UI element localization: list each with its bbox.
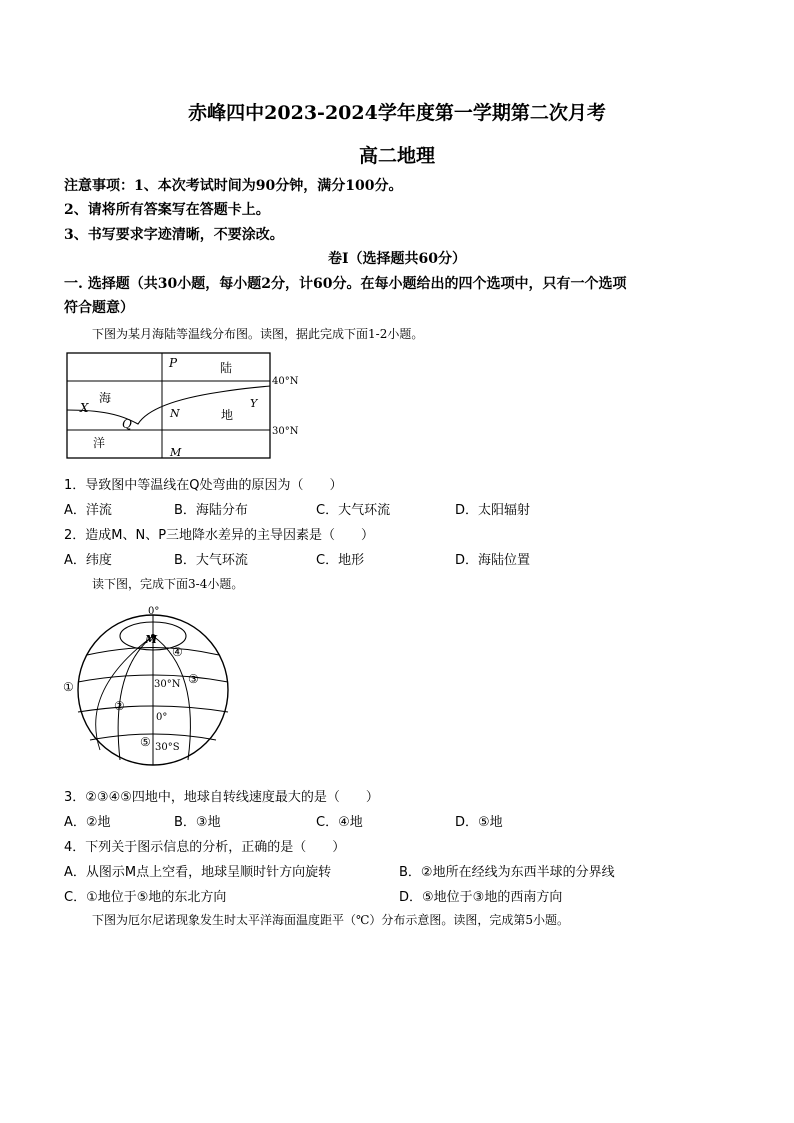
label-30n: 30°N <box>154 679 181 690</box>
question-4-stem: 4．下列关于图示信息的分析，正确的是（ ） <box>64 840 346 855</box>
label-P: P <box>169 356 178 370</box>
figure3-intro: 下图为厄尔尼诺现象发生时太平洋海面温度距平（℃）分布示意图。读图，完成第5小题。 <box>92 913 570 927</box>
label-0-top: 0° <box>148 606 160 617</box>
question-3-option-a: A．②地 <box>64 815 111 830</box>
label-lat40: 40°N <box>272 376 299 387</box>
question-1-stem: 1．导致图中等温线在Q处弯曲的原因为（ ） <box>64 478 343 493</box>
globe-diagram <box>60 600 240 770</box>
exam-title: 赤峰四中2023-2024学年度第一学期第二次月考 <box>188 102 606 124</box>
figure1-intro: 下图为某月海陆等温线分布图。读图，据此完成下面1-2小题。 <box>92 327 424 341</box>
question-3-option-d: D．⑤地 <box>455 815 503 830</box>
exam-subject: 高二地理 <box>358 145 435 167</box>
label-ocean: 洋 <box>93 436 106 450</box>
question-1-option-b: B．海陆分布 <box>174 503 248 518</box>
question-1-option-a: A．洋流 <box>64 503 112 518</box>
section-instructions-1: 一. 选择题（共30小题，每小题2分，计60分。在每小题给出的四个选项中，只有一个选项 <box>64 276 627 292</box>
question-2-option-d: D．海陆位置 <box>455 553 531 568</box>
label-sea: 海 <box>99 391 112 405</box>
question-4-option-c: C．①地位于⑤地的东北方向 <box>64 890 227 905</box>
note-line-1: 注意事项：1、本次考试时间为90分钟，满分100分。 <box>64 178 403 194</box>
question-1-option-c: C．大气环流 <box>316 503 391 518</box>
meridian-far-west <box>96 636 153 750</box>
note-line-3: 3、书写要求字迹清晰，不要涂改。 <box>64 227 284 243</box>
question-2-option-a: A．纬度 <box>64 553 112 568</box>
label-Y: Y <box>250 397 258 410</box>
isotherm-map <box>60 348 310 463</box>
question-2-option-c: C．地形 <box>316 553 365 568</box>
question-3-option-c: C．④地 <box>316 815 363 830</box>
question-4-option-a: A．从图示M点上空看，地球呈顺时针方向旋转 <box>64 865 332 880</box>
question-3-option-b: B．③地 <box>174 815 221 830</box>
label-c1: ① <box>63 680 74 694</box>
section-heading: 卷Ⅰ（选择题共60分） <box>327 251 467 267</box>
label-land1: 陆 <box>220 361 233 375</box>
figure2-intro: 读下图，完成下面3-4小题。 <box>92 577 244 591</box>
label-Q: Q <box>122 417 132 431</box>
label-c3: ③ <box>188 672 199 686</box>
label-M: M <box>170 446 182 459</box>
isotherm-line <box>67 386 270 424</box>
question-1-option-d: D．太阳辐射 <box>455 503 531 518</box>
label-c2: ② <box>114 699 125 713</box>
label-M: M <box>145 633 158 646</box>
label-30s: 30°S <box>155 742 180 753</box>
label-land2: 地 <box>221 408 234 422</box>
label-equator: 0° <box>156 712 168 723</box>
question-3-stem: 3．②③④⑤四地中，地球自转线速度最大的是（ ） <box>64 790 379 805</box>
question-4-option-d: D．⑤地位于③地的西南方向 <box>399 890 563 905</box>
question-2-stem: 2．造成M、N、P三地降水差异的主导因素是（ ） <box>64 528 375 543</box>
section-instructions-2: 符合题意） <box>64 300 134 316</box>
label-lat30: 30°N <box>272 426 299 437</box>
label-X: X <box>80 401 89 415</box>
label-c5: ⑤ <box>140 735 151 749</box>
note-line-2: 2、请将所有答案写在答题卡上。 <box>64 202 270 218</box>
label-c4: ④ <box>172 645 183 659</box>
question-4-option-b: B．②地所在经线为东西半球的分界线 <box>399 865 615 880</box>
label-N: N <box>170 407 180 420</box>
question-2-option-b: B．大气环流 <box>174 553 248 568</box>
